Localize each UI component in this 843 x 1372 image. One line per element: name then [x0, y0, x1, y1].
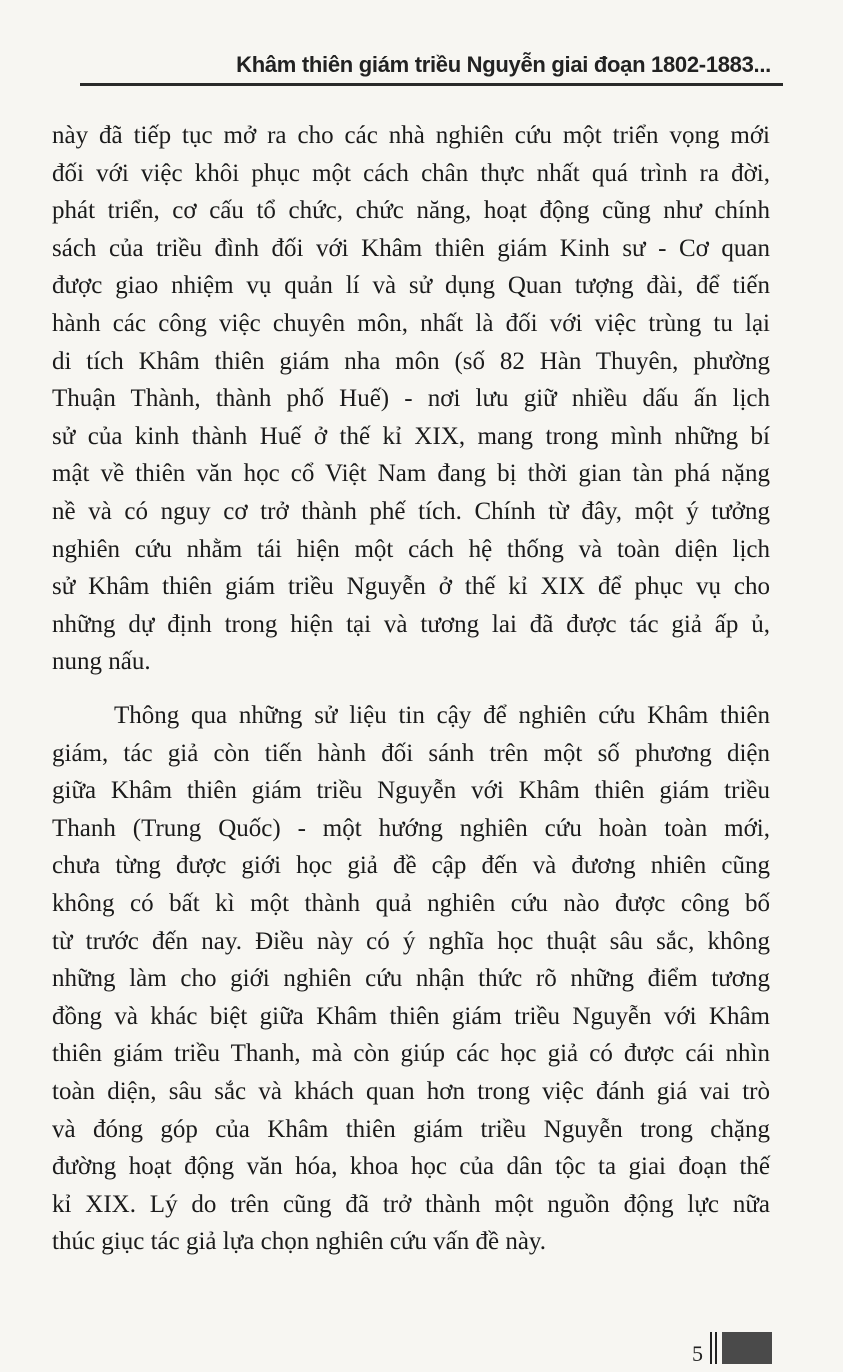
text-line: sử Khâm thiên giám triều Nguyễn ở thế kỉ XIX để phục vụ cho — [52, 573, 770, 601]
text-line: nghiên cứu nhằm tái hiện một cách hệ thống và toàn diện lịch — [52, 535, 770, 563]
text-line: phát triển, cơ cấu tổ chức, chức năng, hoạt động cũng như chính — [52, 197, 770, 225]
text-line: chưa từng được giới học giả đề cập đến và đương nhiên cũng — [52, 852, 770, 880]
text-line: di tích Khâm thiên giám nha môn (số 82 Hàn Thuyên, phường — [52, 347, 770, 375]
text-line: nề và có nguy cơ trở thành phế tích. Chính từ đây, một ý tưởng — [52, 497, 770, 525]
text-line: kỉ XIX. Lý do trên cũng đã trở thành một nguồn động lực nữa — [52, 1190, 770, 1218]
text-line: giám, tác giả còn tiến hành đối sánh trên một số phương diện — [52, 739, 770, 767]
paragraph-2 — [52, 697, 770, 1261]
text-line: giữa Khâm thiên giám triều Nguyễn với Khâm thiên giám triều — [52, 777, 770, 805]
text-line: những dự định trong hiện tại và tương lai đã được tác giả ấp ủ, — [52, 610, 770, 638]
text-line: nung nấu. — [52, 648, 151, 676]
header-rule — [80, 83, 783, 86]
text-line: mật về thiên văn học cổ Việt Nam đang bị thời gian tàn phá nặng — [52, 460, 770, 488]
text-line: đồng và khác biệt giữa Khâm thiên giám triều Nguyễn với Khâm — [52, 1002, 770, 1030]
text-line: những làm cho giới nghiên cứu nhận thức rõ những điểm tương — [52, 965, 770, 993]
text-line: thiên giám triều Thanh, mà còn giúp các học giả có được cái nhìn — [52, 1040, 770, 1068]
text-line: và đóng góp của Khâm thiên giám triều Nguyễn trong chặng — [52, 1115, 770, 1143]
text-line: này đã tiếp tục mở ra cho các nhà nghiên cứu một triển vọng mới — [52, 122, 770, 149]
text-line: Thông qua những sử liệu tin cậy để nghiên cứu Khâm thiên — [114, 702, 770, 729]
text-line: thúc giục tác giả lựa chọn nghiên cứu vấn đề này. — [52, 1228, 547, 1256]
text-line: sách của triều đình đối với Khâm thiên giám Kinh sư - Cơ quan — [52, 234, 770, 262]
text-line: sử của kinh thành Huế ở thế kỉ XIX, mang trong mình những bí — [52, 422, 770, 450]
text-line: không có bất kì một thành quả nghiên cứu nào được công bố — [52, 889, 770, 917]
page-bar-thin — [710, 1332, 712, 1364]
running-header: Khâm thiên giám triều Nguyễn giai đoạn 1802-1883... — [236, 52, 771, 77]
text-line: Thuận Thành, thành phố Huế) - nơi lưu giữ nhiều dấu ấn lịch — [52, 385, 770, 413]
page-number-bars — [710, 1332, 772, 1364]
text-line: hành các công việc chuyên môn, nhất là đối với việc trùng tu lại — [52, 309, 770, 337]
page-bar-block — [722, 1332, 772, 1364]
text-line: toàn diện, sâu sắc và khách quan hơn trong việc đánh giá vai trò — [52, 1077, 770, 1105]
paragraph-1 — [52, 117, 770, 681]
text-line: Thanh (Trung Quốc) - một hướng nghiên cứu hoàn toàn mới, — [52, 814, 770, 842]
text-line: đối với việc khôi phục một cách chân thực nhất quá trình ra đời, — [52, 159, 770, 187]
page-bar-thin — [715, 1332, 717, 1364]
page-number: 5 — [692, 1341, 703, 1366]
text-line: được giao nhiệm vụ quản lí và sử dụng Quan tượng đài, để tiến — [52, 272, 770, 300]
text-line: từ trước đến nay. Điều này có ý nghĩa học thuật sâu sắc, không — [52, 927, 770, 955]
text-line: đường hoạt động văn hóa, khoa học của dân tộc ta giai đoạn thế — [52, 1153, 770, 1181]
